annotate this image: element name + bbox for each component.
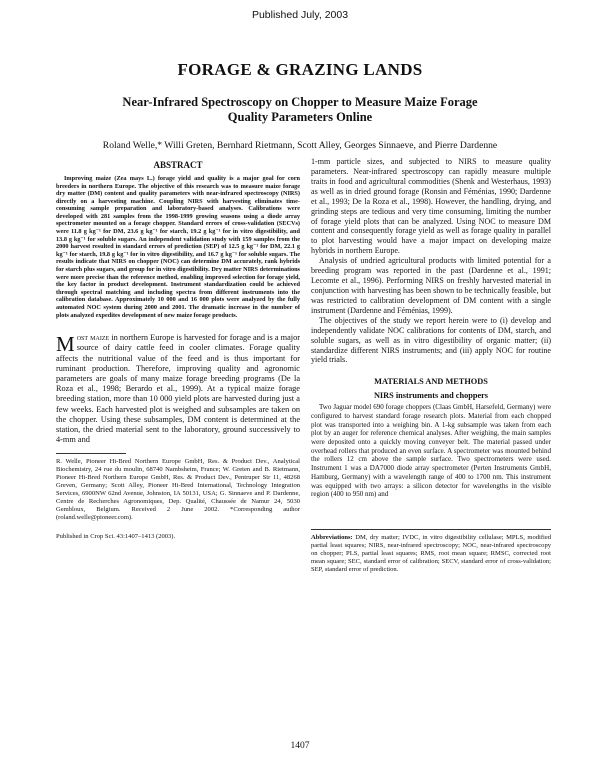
nirs-subheading: NIRS instruments and choppers (373, 391, 489, 401)
published-in: Published in Crop Sci. 43:1407–1413 (2003). (56, 532, 176, 540)
footnote-divider (56, 453, 126, 454)
author-affiliations: R. Welle, Pioneer Hi-Bred Northern Europe GmbH, Res. & Product Dev., Analytical Biochemistry, 24 rue du moulin, 68740 Nambsheim, France; W. Greten and B. Rietmann, Pioneer Hi-Bred Northern Europe GmbH, Res. & Product Dev., Pentruper Str 11, 48268 Greven, Germany; Scott Alley, Pioneer Hi-Bred International, Technology Integration Services, 6900NW 62nd Avenue, Johnston, IA 50131, USA; G. Sinnaeve and P. Dardenne, Centre de Recherches Agronomiques, Dep. Qualité, Chaussée de Namur 24, 5030 Gembloux, Belgium. Received 2 June 2002. *Corresponding author (roland.welle@pioneer.com). (56, 458, 300, 521)
materials-methods-heading: MATERIALS AND METHODS (374, 377, 488, 387)
abstract-text: Improving maize (Zea mays L.) forage yield and quality is a major goal for corn breeders in northern Europe. The objective of this research was to measure maize forage dry matter (DM) content and quality parameters with near-infrared spectroscopy (NIRS) directly on a harvesting machine. Coupling NIRS with harvesting eliminates time-consuming sample preparation and laboratory-based analyses. Calibrations were developed with 281 samples from the 1998-1999 growing seasons using a diode array spectrometer mounted on a forage chopper. Standard errors of cross-validation (SECVs) were 11.8 g kg⁻¹ for DM, 23.6 g kg⁻¹ for starch, 19.2 g kg⁻¹ for in vitro digestibility, and 13.8 g kg⁻¹ for soluble sugars. An independent validation study with 159 samples from the 2000 harvest resulted in standard errors of prediction (SEP) of 12.5 g kg⁻¹ for DM, 22.1 g kg⁻¹ for starch, 19.8 g kg⁻¹ for in vitro digestibility, and 16.7 g kg⁻¹ for soluble sugars. The results indicate that NIRS on chopper (NOC) can determine DM accurately, rank hybrids for starch plus sugars, and group for in vitro digestibility. Dry matter NIRS determinations were more precise than the reference method, enabling improved selection for forage yield, the key factor in product development. Instrument standardization could be achieved through spectral matching and including spectra from different instruments into the calibration database. Approximately 10 000 and 16 000 plots were analyzed by the fully automated NOC system during 2000 and 2001. The dramatic increase in the number of plots analyzed expedites development of new maize forage products. (56, 174, 300, 319)
right-paragraph-3: The objectives of the study we report herein were to (i) develop and independently validate NOC calibrations for contents of DM, starch, and soluble sugars, as well as in vitro digestibility of organic matter; (ii) standardize different NIRS instruments; and (iii) apply NOC for routine yield trials. (311, 315, 551, 365)
right-paragraph-4: Two Jaguar model 690 forage choppers (Claas GmbH, Harsefeld, Germany) were configured to harvest standard forage research plots. Material from each chopped plot was transported into a weighing bin. A 1-kg subsample was taken from each plot by an auger for reference chemical analyses. After weighing, the main samples were deposited onto a quickly moving conveyer belt. The material passed under overhead rollers that produced an even surface. A spectrometer was mounted behind the rollers 12 cm above the sample surface. Two spectrometers were used. Instrument 1 was a DA7000 diode array spectrometer (Perten Instruments GmbH, Hamburg, Germany) with a wavelength range of 400 to 1700 nm. This instrument was equipped with two arrays: a silicon detector for wavelengths in the visible region (400 to 950 nm) and (311, 403, 551, 499)
drop-cap: M (56, 332, 75, 357)
left-column (56, 157, 300, 548)
intro-text: in northern Europe is harvested for forage and is a major source of dairy cattle feed in cooler climates. Forage quality affects the nutritional value of the feed and is thus important for ruminant production. Therefore, improving quality and agronomic parameters are goals of many maize forage breeding programs (De la Roza et al., 1998; Berardo et al., 1999). At a typical maize forage breeding station, more than 10 000 yield plots are harvested during just a few weeks. Each harvested plot is weighed and subsamples are taken on the chopper. Using these subsamples, DM content is determined at the station, the dried material sent to the laboratory, ground successively to 4-mm and (56, 333, 301, 445)
right-paragraph-1: 1-mm particle sizes, and subjected to NIRS to measure quality parameters. Near-infrared spectroscopy can rapidly measure multiple traits in food and agricultural commodities (Shenk and Westerhaus, 1993) as well as in dried ground forage (Ronsin and Féménias, 1990; Dardenne et al., 1993; De la Roza et al., 1998). However, the handling, drying, and grinding steps are tedious and very time consuming, limiting the number of forage yield plots that can be analyzed. Using NOC to measure DM content and consequently forage yield as well as forage quality in parallel to plot harvesting would have a major impact on developing maize hybrids in northern Europe. (311, 157, 551, 256)
abbreviations-label: Abbreviations: (311, 533, 353, 541)
page-number: 1407 (290, 741, 310, 751)
abbreviations-footnote (311, 529, 551, 574)
right-column (311, 157, 551, 574)
intro-paragraph (56, 333, 300, 445)
article-title: Near-Infrared Spectroscopy on Chopper to Measure Maize Forage Quality Parameters Online (122, 95, 478, 124)
abstract-heading: ABSTRACT (153, 160, 203, 170)
abbreviations-text: DM, dry matter; IVDC, in vitro digestibility cellulase; MPLS, modified partial least squares; NIRS, near-infrared spectroscopy; NOC, near-infrared spectroscopy on chopper; PLS, partial least squares; RMS, root mean square; RMSC, corrected root mean square; SEC, standard error of calibration; SECV, standard error of cross-validation; SEP, standard error of prediction. (311, 533, 551, 573)
published-date: Published July, 2003 (251, 9, 349, 21)
authors-line: Roland Welle,* Willi Greten, Bernhard Rietmann, Scott Alley, Georges Sinnaeve, and Pierre Dardenne (102, 140, 498, 151)
intro-smallcaps: ost maize (76, 333, 110, 343)
right-paragraph-2: Analysis of undried agricultural products with limited potential for a breeding program was reported in the past (Dardenne et al., 1991; Lecomte et al., 1996). Performing NIRS on freshly harvested material in conjunction with harvesting has been shown to be technically feasible, but was restricted to calibration development of DM content with a single instrument (Dardenne and Féménias, 1999). (311, 256, 551, 315)
section-title: FORAGE & GRAZING LANDS (177, 60, 423, 79)
